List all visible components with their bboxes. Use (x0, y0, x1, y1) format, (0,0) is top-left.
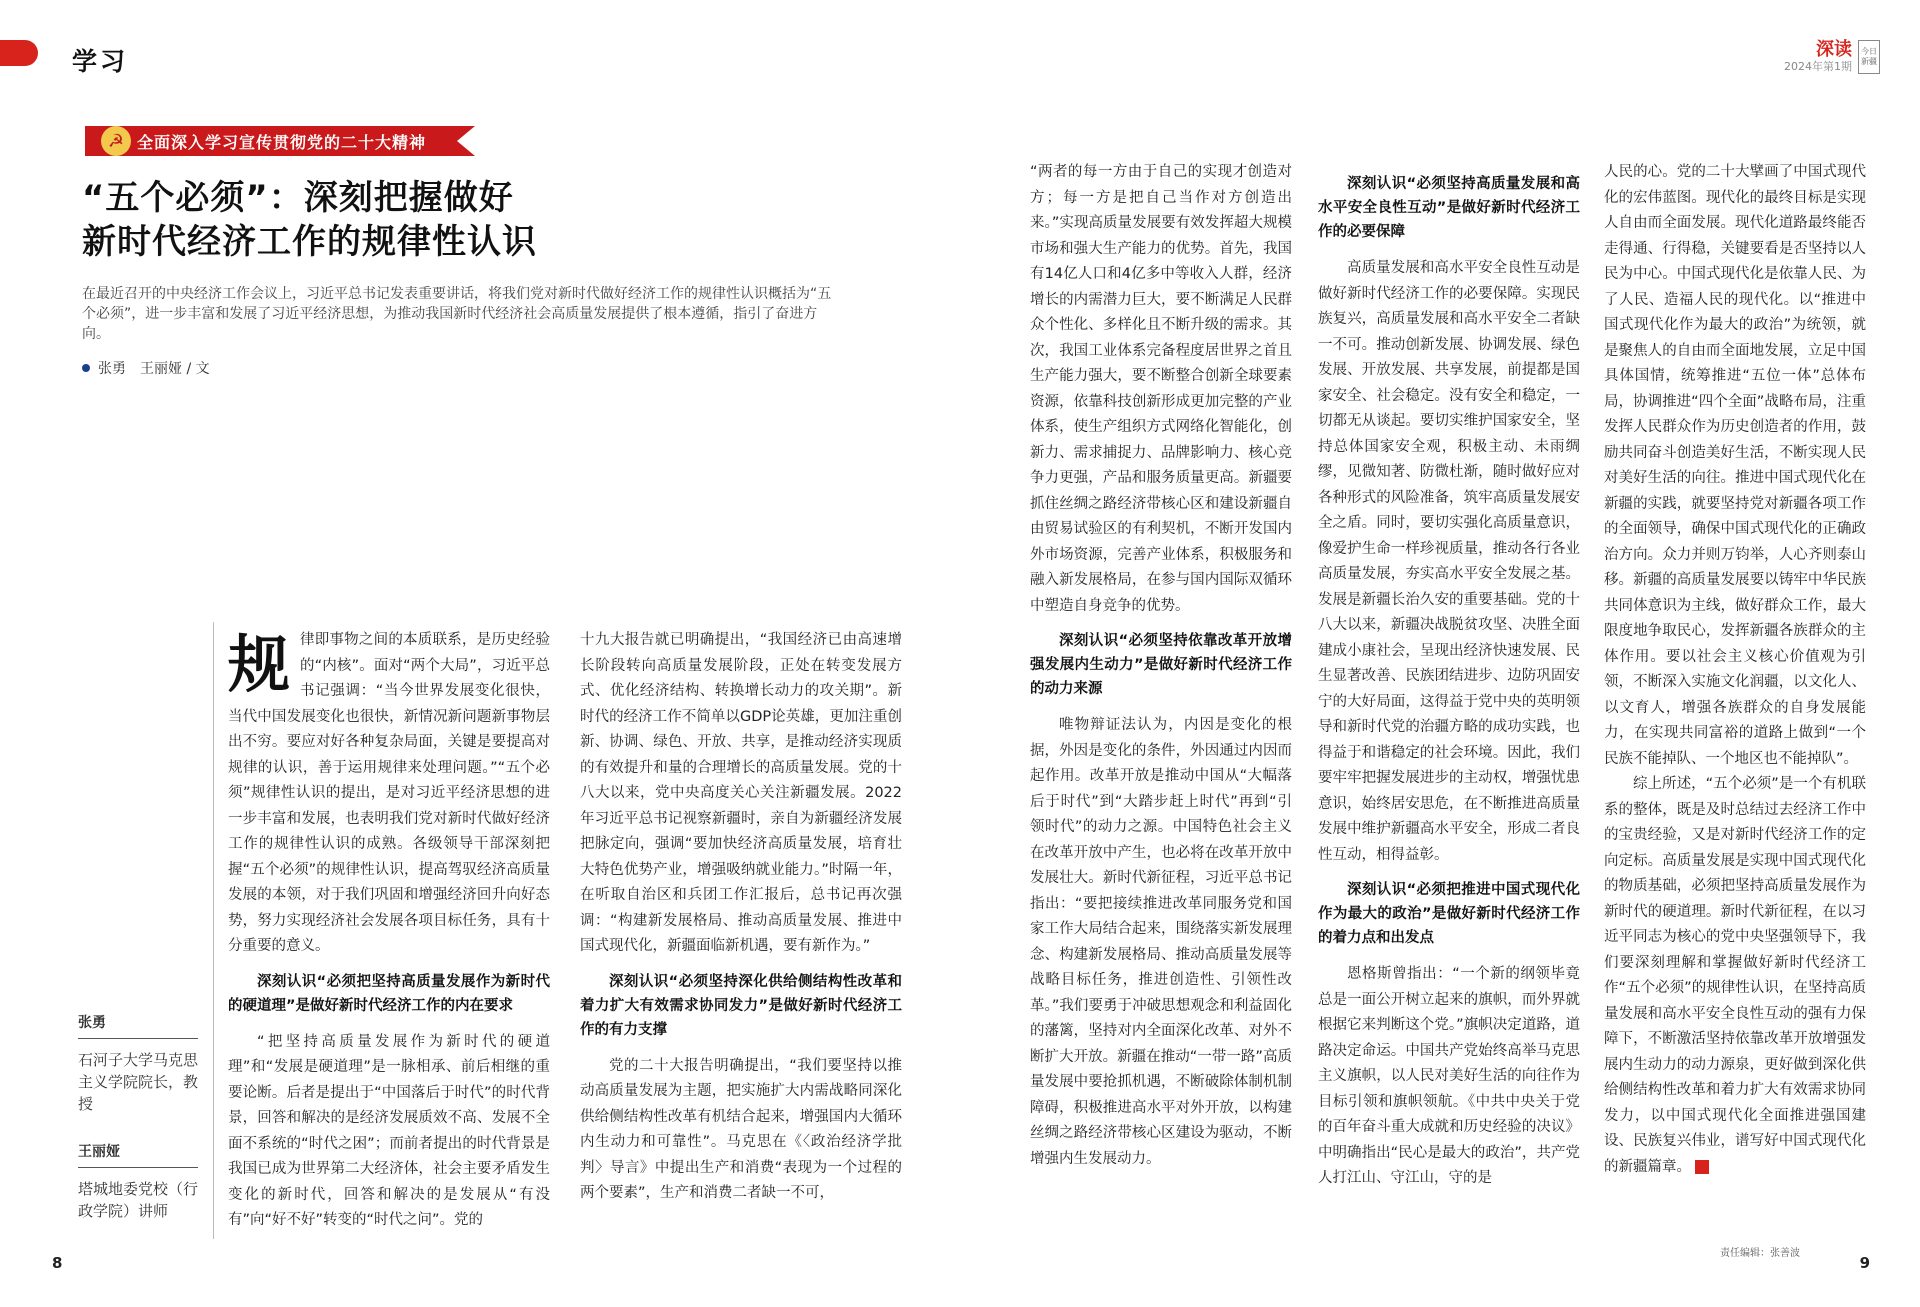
subheading: 深刻认识“必须坚持高质量发展和高水平安全良性互动”是做好新时代经济工作的必要保障 (1318, 176, 1580, 240)
author-desc: 塔城地委党校（行政学院）讲师 (78, 1180, 199, 1220)
byline (82, 358, 210, 378)
magazine-info (1784, 40, 1852, 74)
subheading: 深刻认识“必须坚持依靠改革开放增强发展内生动力”是做好新时代经济工作的动力来源 (1030, 633, 1292, 697)
subheading: 深刻认识“必须坚持深化供给侧结构性改革和着力扩大有效需求协同发力”是做好新时代经济工作的有力支撑 (580, 973, 902, 1038)
paragraph-text: 综上所述，“五个必须”是一个有机联系的整体，既是及时总结过去经济工作中的宝贵经验，又是对新时代经济工作的定向定标。高质量发展是实现中国式现代化的物质基础，必须把坚持高质量发展作为新时代的硬道理。新时代新征程，在以习近平同志为核心的党中央坚强领导下，我们要深刻理解和掌握做好新时代经济工作“五个必须”的规律性认识，在坚持高质量发展和高水平安全良性互动的强有力保障下，不断激活坚持依靠改革开放增强发展内生动力的动力源泉，更好做到深化供给侧结构性改革和着力扩大有效需求协同发力，以中国式现代化全面推进强国建设、民族复兴伟业，谱写好中国式现代化的新疆篇章。 (1604, 776, 1866, 1175)
badge-top: 今日 (1861, 47, 1877, 56)
page-number-right: 9 (1859, 1254, 1870, 1272)
article-lead: 在最近召开的中央经济工作会议上，习近平总书记发表重要讲话，将我们党对新时代做好经济工作的规律性认识概括为“五个必须”，进一步丰富和发展了习近平经济思想，为推动我国新时代经济社会高质量发展提供了根本遵循，指引了奋进方向。 (82, 286, 832, 342)
paragraph: 人民的心。党的二十大擘画了中国式现代化的宏伟蓝图。现代化的最终目标是实现人自由而全面发展。现代化道路最终能否走得通、行得稳，关键要看是否坚持以人民为中心。中国式现代化是依靠人民、为了人民、造福人民的现代化。以“推进中国式现代化作为最大的政治”为统领，就是聚焦人的自由而全面地发展，立足中国具体国情，统筹推进“五位一体”总体布局，协调推进“四个全面”战略布局，注重发挥人民群众作为历史创造者的作用，鼓励共同奋斗创造美好生活，不断实现人民对美好生活的向往。推进中国式现代化在新疆的实践，就要坚持党对新疆各项工作的全面领导，确保中国式现代化的正确政治方向。众力并则万钧举，人心齐则泰山移。新疆的高质量发展要以铸牢中华民族共同体意识为主线，做好群众工作，最大限度地争取民心，发挥新疆各族群众的主体作用。要以社会主义核心价值观为引领，不断深入实施文化润疆，以文化人、以文育人，增强各族群众的自身发展能力，在实现共同富裕的道路上做到“一个民族不能掉队、一个地区也不能掉队”。 (1604, 164, 1866, 767)
paragraph: 党的二十大报告明确提出，“我们要坚持以推动高质量发展为主题，把实施扩大内需战略同深化供给侧结构性改革有机结合起来，增强国内大循环内生动力和可靠性”。马克思在《〈政治经济学批判〉导言》中提出生产和消费“表现为一个过程的两个要素”，生产和消费二者缺一不可， (580, 1057, 902, 1201)
section-title: 学习 (72, 47, 129, 76)
title-line-2: 新时代经济工作的规律性认识 (82, 222, 537, 262)
paragraph: “把坚持高质量发展作为新时代的硬道理”和“发展是硬道理”是一脉相承、前后相继的重要论断。后者是提出于“中国落后于时代”的时代背景，回答和解决的是经济发展质效不高、发展不全面不系统的“时代之困”；而前者提出的时代背景是我国已成为世界第二大经济体，社会主要矛盾发生变化的新时代，回答和解决的是发展从“有没有”向“好不好”转变的“时代之问”。党的 (228, 1033, 550, 1228)
paragraph: “两者的每一方由于自己的实现才创造对方；每一方是把自己当作对方创造出来。”实现高质量发展要有效发挥超大规模市场和强大生产能力的优势。首先，我国有14亿人口和4亿多中等收入人群，经济增长的内需潜力巨大，要不断满足人民群众个性化、多样化且不断升级的需求。其次，我国工业体系完备程度居世界之首且生产能力强大，要不断整合创新全球要素资源，依靠科技创新形成更加完整的产业体系，使生产组织方式网络化智能化，创新力、需求捕捉力、品牌影响力、核心竞争力更强，产品和服务质量更高。新疆要抓住丝绸之路经济带核心区和建设新疆自由贸易试验区的有利契机，不断开发国内外市场资源，完善产业体系，积极服务和融入新发展格局，在参与国内国际双循环中塑造自身竞争的优势。 (1030, 164, 1292, 614)
paragraph: 唯物辩证法认为，内因是变化的根据，外因是变化的条件，外因通过内因而起作用。改革开放是推动中国从“大幅落后于时代”到“大踏步赶上时代”再到“引领时代”的动力之源。中国特色社会主义在改革开放中产生，也必将在改革开放中发展壮大。新时代新征程，习近平总书记指出：“要把接续推进改革同服务党和国家工作大局结合起来，围绕落实新发展理念、构建新发展格局、推动高质量发展等战略目标任务，推进创造性、引领性改革。”我们要勇于冲破思想观念和利益固化的藩篱，坚持对内全面深化改革、对外不断扩大开放。新疆在推动“一带一路”高质量发展中要抢抓机遇，不断破除体制机制障碍，积极推进高水平对外开放，以构建丝绸之路经济带核心区建设为驱动，不断增强内生发展动力。 (1030, 717, 1292, 1167)
publisher-badge (1858, 40, 1880, 74)
end-mark-icon (1695, 1160, 1709, 1174)
author-desc: 石河子大学马克思主义学院院长，教授 (78, 1051, 199, 1113)
paragraph-text: 律即事物之间的本质联系，是历史经验的“内核”。面对“两个大局”，习近平总书记强调：“当今世界发展变化很快，当代中国发展变化也很快，新情况新问题新事物层出不穷。要应对好各种复杂局面，关键是要提高对规律的认识，善于运用规律来处理问题。”“五个必须”规律性认识的提出，是对习近平经济思想的进一步丰富和发展，也表明我们党对新时代做好经济工作的规律性认识的成熟。各级领导干部深刻把握“五个必须”的规律性认识，提高驾驭经济高质量发展的本领，对于我们巩固和增强经济回升向好态势，努力实现经济社会发展各项目标任务，具有十分重要的意义。 (228, 632, 550, 954)
section-marker (0, 40, 38, 66)
subheading: 深刻认识“必须把推进中国式现代化作为最大的政治”是做好新时代经济工作的着力点和出发点 (1318, 882, 1580, 946)
badge-bottom: 新疆 (1861, 57, 1877, 66)
editor-credit: 责任编辑：张善波 (1720, 1248, 1800, 1259)
paragraph: 十九大报告就已明确提出，“我国经济已由高速增长阶段转向高质量发展阶段，正处在转变发展方式、优化经济结构、转换增长动力的攻关期”。新时代的经济工作不简单以GDP论英雄，更加注重创新、协调、绿色、开放、共享，是推动经济实现质的有效提升和量的合理增长的高质量发展。党的十八大以来，党中央高度关心关注新疆发展。2022年习近平总书记视察新疆时，亲自为新疆经济发展把脉定向，强调“要加快经济高质量发展，培育壮大特色优势产业，增强吸纳就业能力。”时隔一年，在听取自治区和兵团工作汇报后，总书记再次强调：“构建新发展格局、推动高质量发展、推进中国式现代化，新疆面临新机遇，要有新作为。” (580, 632, 902, 954)
magazine-name: 深读 (1816, 39, 1852, 60)
byline-text: 张勇 王丽娅 / 文 (98, 361, 210, 377)
masthead (1784, 40, 1880, 74)
page-number-left: 8 (52, 1254, 63, 1272)
theme-banner (75, 124, 485, 158)
bullet-icon (82, 364, 90, 372)
text-column-1 (228, 628, 550, 1234)
text-column-5 (1604, 160, 1866, 1180)
title-line-1: “五个必须”：深刻把握做好 (82, 178, 514, 218)
text-column-4 (1318, 172, 1580, 1192)
text-column-3 (1030, 160, 1292, 1172)
author-bios (78, 1012, 198, 1248)
text-column-2 (580, 628, 902, 1207)
column-divider (213, 622, 214, 1239)
issue-number: 2024年第1期 (1784, 60, 1852, 73)
article-title (82, 176, 537, 264)
author-name: 张勇 (78, 1012, 198, 1039)
party-emblem-icon: ☭ (101, 126, 131, 156)
subheading: 深刻认识“必须把坚持高质量发展作为新时代的硬道理”是做好新时代经济工作的内在要求 (228, 973, 550, 1014)
paragraph (1604, 772, 1866, 1180)
paragraph: 高质量发展和高水平安全良性互动是做好新时代经济工作的必要保障。实现民族复兴，高质量发展和高水平安全二者缺一不可。推动创新发展、协调发展、绿色发展、开放发展、共享发展，前提都是国家安全、社会稳定。没有安全和稳定，一切都无从谈起。要切实维护国家安全，坚持总体国家安全观，积极主动、未雨绸缪，见微知著、防微杜渐，随时做好应对各种形式的风险准备，筑牢高质量发展安全之盾。同时，要切实强化高质量意识，像爱护生命一样珍视质量，推动各行各业高质量发展，夯实高水平安全发展之基。发展是新疆长治久安的重要基础。党的十八大以来，新疆决战脱贫攻坚、决胜全面建成小康社会，呈现出经济快速发展、民生显著改善、民族团结进步、边防巩固安宁的大好局面，这得益于党中央的英明领导和新时代党的治疆方略的成功实践，也得益于和谐稳定的社会环境。因此，我们要牢牢把握发展进步的主动权，增强忧患意识，始终居安思危，在不断推进高质量发展中维护新疆高水平安全，形成二者良性互动，相得益彰。 (1318, 260, 1580, 863)
author-name: 王丽娅 (78, 1141, 198, 1168)
paragraph: 恩格斯曾指出：“一个新的纲领毕竟总是一面公开树立起来的旗帜，而外界就根据它来判断这个党。”旗帜决定道路，道路决定命运。中国共产党始终高举马克思主义旗帜，以人民对美好生活的向往作为目标引领和旗帜领航。《中共中央关于党的百年奋斗重大成就和历史经验的决议》中明确指出“民心是最大的政治”，共产党人打江山、守江山，守的是 (1318, 966, 1580, 1186)
drop-cap: 规 (228, 628, 291, 701)
paragraph (228, 628, 550, 960)
banner-text: 全面深入学习宣传贯彻党的二十大精神 (137, 133, 427, 152)
